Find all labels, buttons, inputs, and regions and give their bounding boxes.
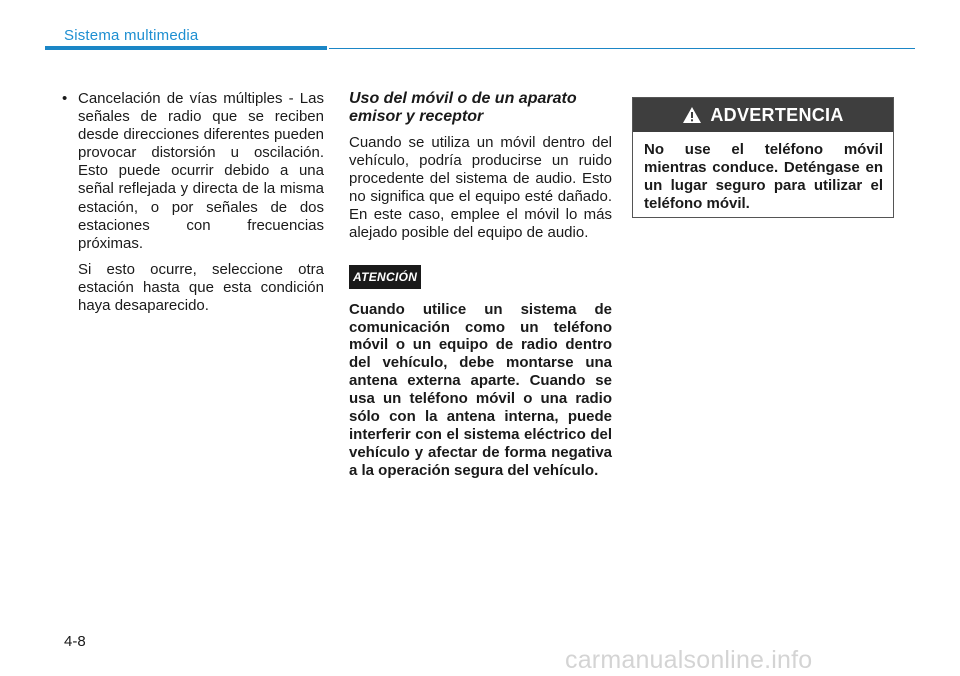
column-middle	[349, 90, 612, 480]
warning-text: No use el teléfono móvil mientras conduce. Deténgase en un lugar seguro para utilizar el teléfono móvil.	[644, 141, 883, 212]
warning-box	[632, 97, 894, 218]
header-rule-thin	[329, 48, 915, 49]
body-paragraph: Cuando se utiliza un móvil dentro del vehículo, podría producirse un ruido procedente del sistema de audio. Esto no significa que el equipo esté dañado. En este caso, emplee el móvil lo más alejado posible del equipo de audio.	[349, 134, 612, 242]
warning-triangle-icon	[682, 106, 702, 124]
caution-badge: ATENCIÓN	[349, 265, 421, 289]
bullet-item	[62, 90, 324, 253]
followup-paragraph: Si esto ocurre, seleccione otra estación hasta que esta condición haya desaparecido.	[78, 260, 324, 315]
section-heading: Uso del móvil o de un aparato emisor y receptor	[349, 90, 577, 125]
bullet-text: Cancelación de vías múltiples - Las señales de radio que se reciben desde direcciones diferentes pueden provocar distorsión u oscilación. Esto puede ocurrir debido a una señal reflejada y directa de la misma estación, o por señales de dos estaciones con frecuencias próximas.	[78, 90, 324, 252]
page-number: 4-8	[64, 633, 86, 650]
watermark: carmanualsonline.info	[565, 646, 813, 674]
column-left	[62, 90, 324, 315]
caution-paragraph: Cuando utilice un sistema de comunicación como un teléfono móvil o un equipo de radio dentro del vehículo, debe montarse una antena externa aparte. Cuando se usa un teléfono móvil o una radio sólo con la antena interna, puede interferir con el sistema eléctrico del vehículo y afectar de forma negativa a la operación segura del vehículo.	[349, 300, 612, 479]
warning-title: ADVERTENCIA	[710, 104, 844, 125]
header-rule-thick	[45, 46, 327, 50]
warning-header	[633, 98, 893, 132]
bullet-dot: •	[62, 90, 68, 107]
section-title: Sistema multimedia	[64, 27, 199, 44]
